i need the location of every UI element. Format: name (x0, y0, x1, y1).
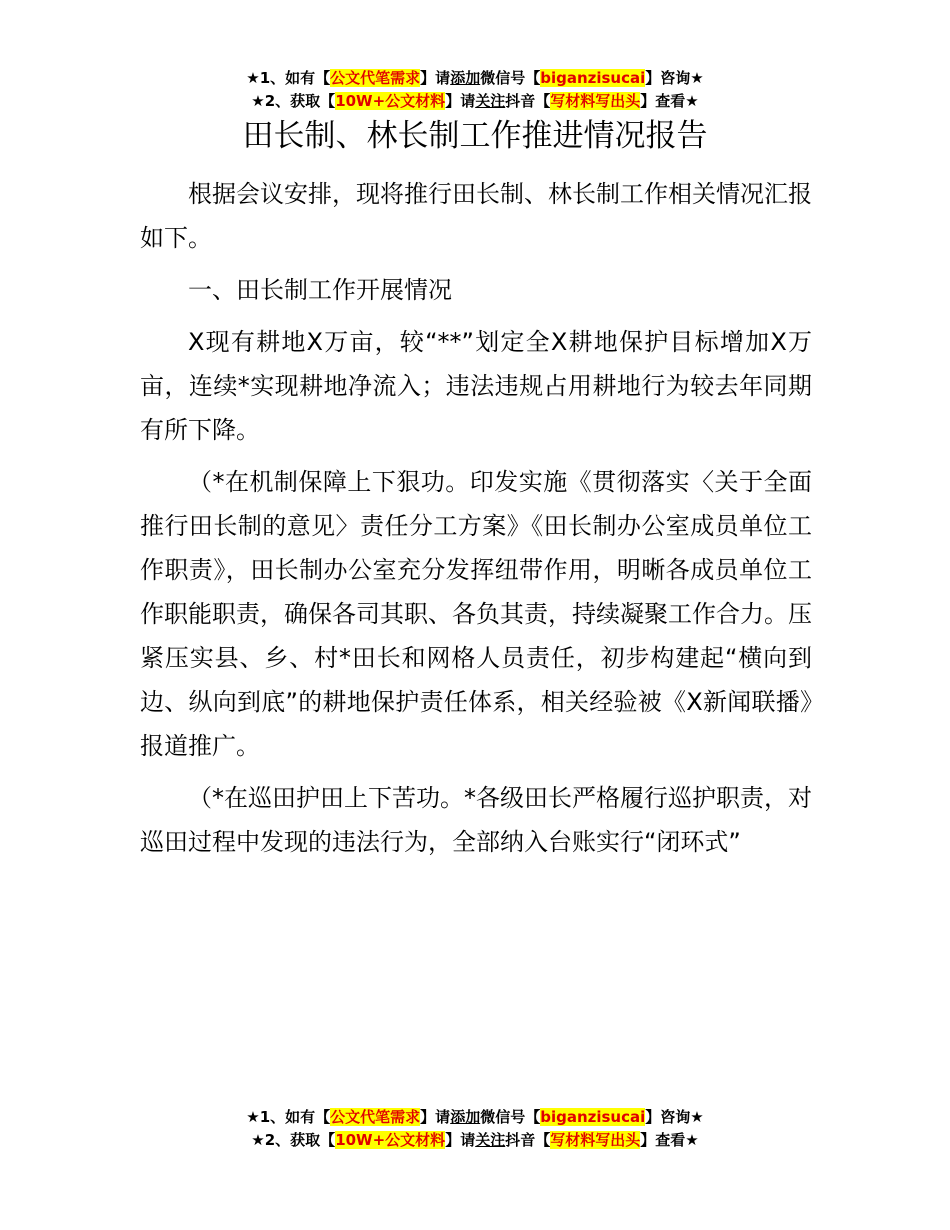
section-heading: 一、田长制工作开展情况 (188, 276, 452, 304)
promo-douyin-id: 写材料写出头 (550, 1131, 641, 1149)
promo-line-1: ★1、如有【公文代笔需求】请添加微信号【biganzisucai】咨询★ (246, 1108, 704, 1126)
promo-highlight: 公文代笔需求 (330, 1108, 421, 1126)
document-title: 田长制、林长制工作推进情况报告 (242, 118, 708, 154)
promo-wechat-id: biganzisucai (540, 69, 646, 87)
promo-underline: 关注 (475, 1131, 506, 1149)
promo-highlight: 10W+公文材料 (335, 1131, 446, 1149)
document-body (140, 172, 812, 872)
promo-line-2: ★2、获取【10W+公文材料】请关注抖音【写材料写出头】查看★ (251, 1131, 699, 1149)
paragraph-intro: 根据会议安排，现将推行田长制、林长制工作相关情况汇报如下。 (140, 180, 812, 252)
paragraph: （*在巡田护田上下苦功。*各级田长严格履行巡护职责，对巡田过程中发现的违法行为，全部纳入台账实行“闭环式” (140, 784, 812, 856)
header-promo-banner (0, 67, 950, 113)
paragraph: X现有耕地X万亩，较“**”划定全X耕地保护目标增加X万亩，连续*实现耕地净流入；违法违规占用耕地行为较去年同期有所下降。 (140, 328, 812, 444)
promo-highlight: 10W+公文材料 (335, 92, 446, 110)
footer-promo-banner (0, 1106, 950, 1152)
promo-line-2: ★2、获取【10W+公文材料】请关注抖音【写材料写出头】查看★ (251, 92, 699, 110)
promo-line-1: ★1、如有【公文代笔需求】请添加微信号【biganzisucai】咨询★ (246, 69, 704, 87)
paragraph: （*在机制保障上下狠功。印发实施《贯彻落实〈关于全面推行田长制的意见〉责任分工方案》《田长制办公室成员单位工作职责》，田长制办公室充分发挥纽带作用，明晰各成员单位工作职能职责，确保各司其职、各负其责，持续凝聚工作合力。压紧压实县、乡、村*田长和网格人员责任，初步构建起“横向到边、纵向到底”的耕地保护责任体系，相关经验被《X新闻联播》报道推广。 (140, 468, 812, 760)
promo-underline: 添加 (450, 1108, 481, 1126)
promo-highlight: 公文代笔需求 (330, 69, 421, 87)
promo-underline: 关注 (475, 92, 506, 110)
promo-underline: 添加 (450, 69, 481, 87)
promo-wechat-id: biganzisucai (540, 1108, 646, 1126)
promo-douyin-id: 写材料写出头 (550, 92, 641, 110)
